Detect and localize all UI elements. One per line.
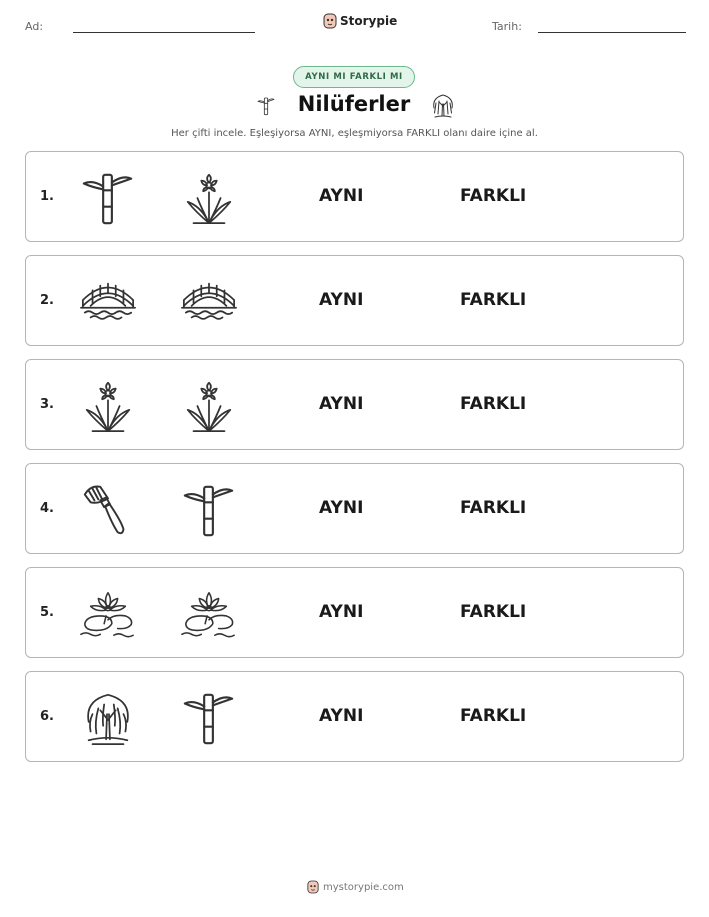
name-field[interactable] [73,32,255,33]
option-different[interactable]: FARKLI [460,186,527,206]
option-different[interactable]: FARKLI [460,290,527,310]
willow-tree-icon [428,91,458,125]
option-different[interactable]: FARKLI [460,602,527,622]
question-row [25,359,684,450]
name-label: Ad: [25,20,44,33]
paintbrush-icon [79,481,137,539]
storypie-mascot-icon [307,880,319,894]
question-number: 2. [40,293,54,308]
bamboo-icon [180,481,238,539]
option-different[interactable]: FARKLI [460,706,527,726]
daffodil-icon [180,377,238,435]
page-title: Nilüferler [297,92,411,116]
bamboo-icon [180,689,238,747]
option-same[interactable]: AYNI [319,186,364,206]
option-same[interactable]: AYNI [319,290,364,310]
option-same[interactable]: AYNI [319,394,364,414]
bamboo-icon [79,169,137,227]
question-row [25,151,684,242]
instructions: Her çifti incele. Eşleşiyorsa AYNI, eşleşmiyorsa FARKLI olanı daire içine al. [171,128,538,139]
storypie-mascot-icon [323,13,337,29]
brand-logo [323,13,397,29]
option-same[interactable]: AYNI [319,498,364,518]
question-number: 6. [40,709,54,724]
date-label: Tarih: [492,20,522,33]
question-row [25,671,684,762]
question-row [25,567,684,658]
brand-name: Storypie [340,14,398,28]
option-different[interactable]: FARKLI [460,394,527,414]
willow-tree-icon [79,689,137,747]
worksheet-type-badge: AYNI MI FARKLI MI [293,66,415,88]
water-lily-icon [79,585,137,643]
option-same[interactable]: AYNI [319,706,364,726]
question-number: 4. [40,501,54,516]
question-number: 5. [40,605,54,620]
daffodil-icon [79,377,137,435]
question-row [25,255,684,346]
daffodil-icon [180,169,238,227]
option-different[interactable]: FARKLI [460,498,527,518]
question-row [25,463,684,554]
water-lily-icon [180,585,238,643]
question-number: 1. [40,189,54,204]
footer [307,880,404,894]
date-field[interactable] [538,32,686,33]
question-number: 3. [40,397,54,412]
bridge-icon [79,273,137,331]
footer-url[interactable]: mystorypie.com [323,881,404,893]
option-same[interactable]: AYNI [319,602,364,622]
bamboo-icon [256,91,276,125]
bridge-icon [180,273,238,331]
